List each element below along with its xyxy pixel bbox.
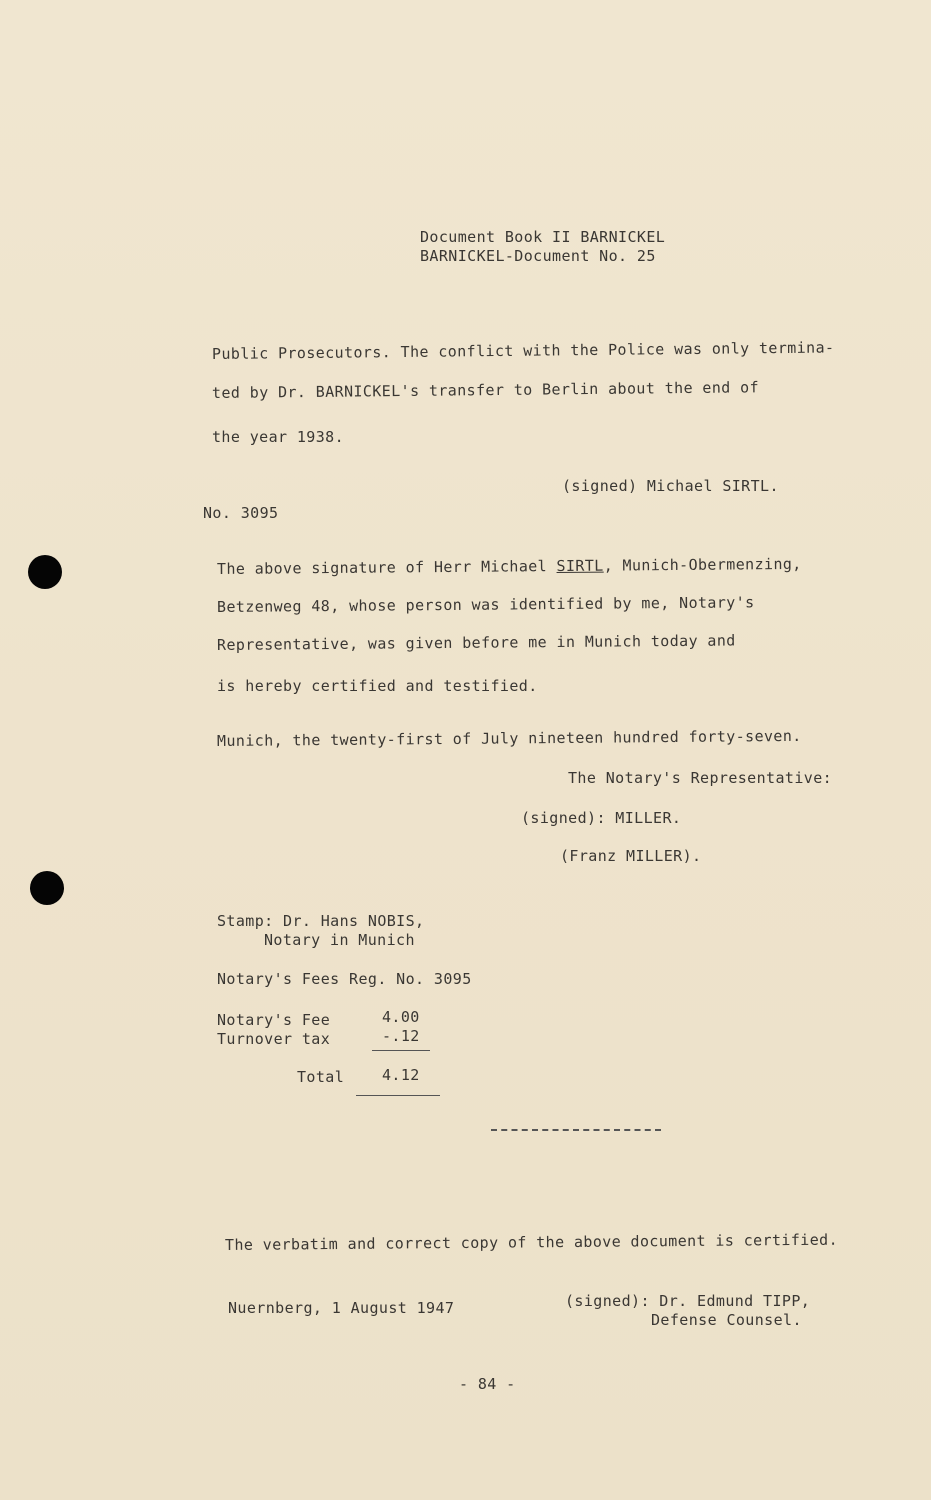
body-paragraph-line: Representative, was given before me in Munich today and xyxy=(216,631,736,654)
signature-line-sirtl: (signed) Michael SIRTL. xyxy=(562,477,779,495)
register-number: No. 3095 xyxy=(203,504,279,522)
total-value: 4.12 xyxy=(382,1066,420,1084)
notary-name: (Franz MILLER). xyxy=(560,847,702,865)
certification-role: Defense Counsel. xyxy=(651,1311,802,1329)
header-document-number: BARNICKEL-Document No. 25 xyxy=(420,247,656,265)
body-paragraph-line: ted by Dr. BARNICKEL's transfer to Berlin about the end of xyxy=(211,378,760,402)
fees-register: Notary's Fees Reg. No. 3095 xyxy=(217,970,472,988)
fee-label: Turnover tax xyxy=(217,1030,331,1048)
underlined-name: SIRTL xyxy=(556,556,604,576)
body-paragraph-line xyxy=(217,555,802,578)
notary-signature: (signed): MILLER. xyxy=(521,809,682,827)
separator-dashes xyxy=(491,1129,661,1131)
text-segment: The above signature of Herr Michael xyxy=(216,557,557,578)
fee-value: -.12 xyxy=(382,1027,420,1045)
stamp-line: Stamp: Dr. Hans NOBIS, xyxy=(217,912,425,930)
punch-hole-upper xyxy=(28,555,62,589)
certification-signature: (signed): Dr. Edmund TIPP, xyxy=(565,1292,811,1310)
header-book-title: Document Book II BARNICKEL xyxy=(420,228,666,246)
body-paragraph-line: is hereby certified and testified. xyxy=(217,677,538,695)
notary-representative-title: The Notary's Representative: xyxy=(568,769,833,787)
body-paragraph-line: the year 1938. xyxy=(212,428,345,446)
fee-label: Notary's Fee xyxy=(217,1011,331,1029)
page-number: - 84 - xyxy=(459,1375,516,1393)
punch-hole-lower xyxy=(30,871,64,905)
certification-place-date: Nuernberg, 1 August 1947 xyxy=(228,1299,455,1317)
dateline: Munich, the twenty-first of July nineteen hundred forty-seven. xyxy=(216,726,802,750)
text-segment: , Munich-Obermenzing, xyxy=(603,554,802,575)
body-paragraph-line: Betzenweg 48, whose person was identified by me, Notary's xyxy=(216,593,755,616)
body-paragraph-line: Public Prosecutors. The conflict with the Police was only termina- xyxy=(211,338,835,363)
stamp-line: Notary in Munich xyxy=(264,931,415,949)
subtotal-rule xyxy=(372,1050,430,1051)
total-label: Total xyxy=(297,1068,345,1086)
certification-statement: The verbatim and correct copy of the above document is certified. xyxy=(224,1230,839,1254)
total-rule xyxy=(356,1095,440,1096)
fee-value: 4.00 xyxy=(382,1008,420,1026)
